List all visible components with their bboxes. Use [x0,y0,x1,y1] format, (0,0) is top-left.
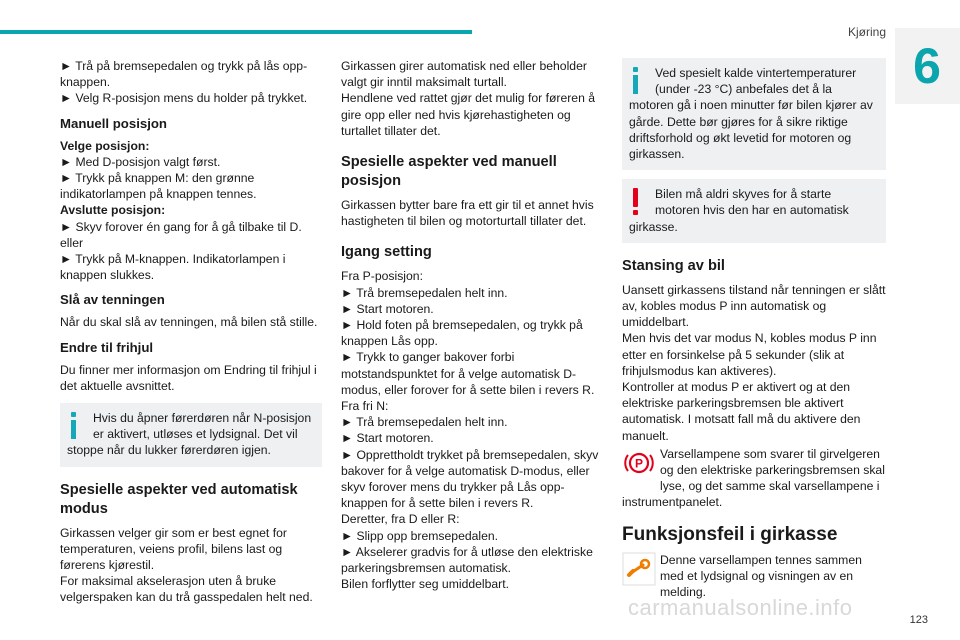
heading-auto-aspects: Spesielle aspekter ved automatisk modus [60,481,298,517]
or-text: eller [60,235,84,250]
paragraph [622,552,886,601]
paragraph: Fra P-posisjon: [341,269,423,284]
header-accent-bar [0,30,472,34]
paragraph: Hendlene ved rattet gjør det mulig for føreren å gire opp eller ned hvis kjørehastigheten og turtallet tillater det. [341,91,596,138]
column-3 [622,58,886,603]
paragraph: Girkassen velger gir som er best egnet for temperaturen, veiens profil, bilens last og førerens kjørestil. [60,525,287,573]
info-text: Hvis du åpner førerdøren når N-posisjon er aktivert, utløses et lydsignal. Det vil stoppe når du lukker førerdøren igjen. [67,411,312,458]
paragraph: Girkassen girer automatisk ned eller beholder valgt gir inntil maksimalt turtall. [341,59,587,90]
step-text: ► Start motoren. [341,301,434,316]
warning-text: Bilen må aldri skyves for å starte motoren hvis den har en automatisk girkasse. [629,187,849,234]
parking-brake-icon [622,446,656,480]
info-box [622,58,886,170]
step-text: ► Start motoren. [341,431,434,446]
subheading-exit: Avslutte posisjon: [60,203,166,218]
paragraph: Kontroller at modus P er aktivert og at den elektriske parkeringsbremsen ble aktivert automatisk. I motsatt fall må du aktivere den manuelt. [622,380,861,443]
step-text: ► Med D-posisjon valgt først. [60,154,221,169]
heading-start: Igang setting [341,244,432,261]
gearbox-fault-icon [622,552,656,586]
paragraph-text: Denne varsellampen tennes sammen med et lydsignal og visningen av en melding. [660,552,862,600]
heading-manual-aspects: Spesielle aspekter ved manuell posisjon [341,154,557,190]
step-text: ► Trykk to ganger bakover forbi motstandspunktet for å velge automatisk D-modus, eller forover for å sette bilen i revers R. [341,350,595,397]
heading-ignition-off: Slå av tenningen [60,292,165,308]
info-box [60,403,322,467]
warning-icon [629,188,649,218]
step-text: ► Trå bremsepedalen helt inn. [341,285,508,300]
paragraph: Deretter, fra D eller R: [341,512,460,527]
paragraph: Du finner mer informasjon om Endring til frihjul i det aktuelle avsnittet. [60,362,317,393]
paragraph: Fra fri N: [341,399,389,414]
column-2 [341,58,603,595]
column-1 [60,58,322,609]
page-number: 123 [909,614,928,626]
paragraph: Men hvis det var modus N, kobles modus P inn etter en forsinkelse på 5 sekunder (slik at frihjulsmodus kan aktiveres). [622,331,877,378]
info-icon [629,67,649,97]
paragraph: Girkassen bytter bare fra ett gir til et annet hvis hastigheten til bilen og motorturtall tillater det. [341,198,594,229]
step-text: ► Velg R-posisjon mens du holder på trykket. [60,91,308,106]
running-head: Kjøring [847,25,886,39]
subheading-select: Velge posisjon: [60,138,150,153]
heading-manual-position: Manuell posisjon [60,115,167,131]
paragraph [622,446,886,511]
paragraph-text: Varsellampene som svarer til girvelgeren og den elektriske parkeringsbremsen skal lyse, og det samme skal varsellampene i instrumentpanelet. [622,446,885,510]
step-text: ► Akselerer gradvis for å utløse den elektriske parkeringsbremsen automatisk. [341,544,593,576]
watermark: carmanualsonline.info [628,595,853,620]
svg-text:P: P [634,456,644,471]
paragraph: Når du skal slå av tenningen, må bilen stå stille. [60,315,318,330]
step-text: ► Opprettholdt trykket på bremsepedalen, skyv bakover for å velge automatisk D-modus, eller skyv forover mens du trykker på Lås opp-knappen for å sette bilen i revers R. [341,447,599,511]
step-text: ► Trykk på knappen M: den grønne indikatorlampen på knappen tennes. [60,171,257,202]
step-text: ► Trykk på M-knappen. Indikatorlampen i knappen slukkes. [60,252,286,283]
step-text: ► Trå på bremsepedalen og trykk på lås opp-knappen. [60,59,308,90]
heading-gearbox-fault: Funksjonsfeil i girkasse [622,523,838,545]
step-text: ► Trå bremsepedalen helt inn. [341,415,508,430]
step-text: ► Hold foten på bremsepedalen, og trykk på knappen Lås opp. [341,318,583,349]
step-text: ► Slipp opp bremsepedalen. [341,528,499,543]
info-text: Ved spesielt kalde vintertemperaturer (under -23 °C) anbefales det å la motoren gå i noen minutter før bilen kjører av gårde. Dette bør gjøres for å sikre riktige driftsforhold og økt levetid for motoren og girkassen. [629,66,873,162]
chapter-number: 6 [913,38,941,94]
paragraph: Uansett girkassens tilstand når tenningen er slått av, kobles modus P inn automatisk og umiddelbart. [622,282,886,330]
warning-box [622,179,886,243]
info-icon [67,412,87,442]
paragraph: For maksimal akselerasjon uten å bruke velgerspaken kan du trå gasspedalen helt ned. [60,574,313,605]
heading-freewheel: Endre til frihjul [60,339,154,355]
step-text: ► Skyv forover én gang for å gå tilbake til D. [60,219,302,234]
heading-stopping: Stansing av bil [622,257,725,274]
paragraph: Bilen forflytter seg umiddelbart. [341,577,509,592]
